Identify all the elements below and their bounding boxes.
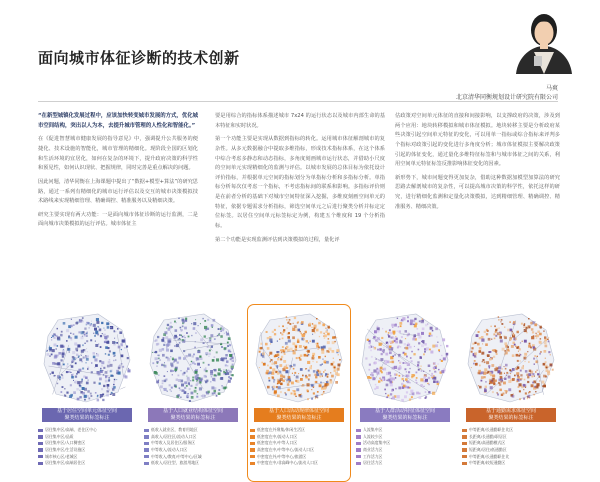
legend-item: 居住集中区/高端居住区 [38,460,136,467]
paragraph: 第二个功能是实现监测评估到决策模拟的过程，量化评 [215,236,340,243]
figure-caption [466,408,556,422]
legend-item: 低密度在中/中等人口区 [250,440,348,447]
legend-item: 中密度在外/中等中心/旅游区 [250,453,348,460]
caption-line: 基于居住空间单元体征空间 [56,408,117,414]
caption-line: 聚类结果的标签标注 [276,415,322,421]
legend-item: 人流较少区 [356,434,454,441]
legend-item: 中等距离/长通勤职住比区 [462,427,560,434]
legend-item: 低密度在中/流动人口区 [250,434,348,441]
caption-line: 聚类结果的标签标注 [170,415,216,421]
figure-map-4 [356,308,454,478]
caption-line: 聚类结果的标签标注 [488,415,534,421]
legend-item: 居住集中区/生活设施区 [38,447,136,454]
map-icon [38,308,136,406]
figure-legend [144,427,242,467]
legend-item: 短距离/高通勤模式区 [462,440,560,447]
caption-line: 聚类结果的标签标注 [64,415,110,421]
map-icon [144,308,242,406]
figure-legend [38,427,136,467]
legend-item: 中密度在中/非高峰中心/流动人口区 [250,460,348,467]
figure-legend [462,427,560,467]
caption-line: 基于人口就业结构体征空间 [162,408,223,414]
figure-map-2 [144,308,242,478]
lead-quote: “在新型城镇化发展过程中，应该加快转变城市发展的方式，优化城市空间结构，突出以人为本，去提升城市管理的人性化和智能化。” [38,113,198,129]
paragraph: 因此问题，清华同衡在上海课题中提出了“数据+模型+算法”的研究思路，通过一系列有精细化的城市运行评估以及交互的城市决策模拟技术路线来实现精细管理、精确调控、精准服务以及精细决策。 [38,178,198,205]
figure-map-5 [462,308,560,478]
author-name: 马爽 [545,85,558,92]
header-divider [38,101,558,102]
figure-caption [148,408,238,422]
legend-item: 活动高度集中区 [356,440,454,447]
legend-item: 低收入/居住型，旅游用地区 [144,460,242,467]
caption-line: 基于人口活动规律体征空间 [268,408,329,414]
text-column-2 [215,112,385,249]
legend-item: 居住集中区/高端、老住区中心 [38,427,136,434]
caption-line: 基于人群活动特征体征空间 [374,408,435,414]
legend-item: 居住活力区 [356,460,454,467]
author-portrait-icon [504,0,584,74]
paragraph: 估政策对空间单元体征的直接和间接影响，以支撑政府的决策，涉及到两个应用：地块转移模拟和城市体征模拟。地块转移主要是分析政府某些决策引起空间单元特征的变化，可以用单一指标或综合指标来评判多个指标对政策引起的变化进行多角度分析；城市体征模拟主要解决政策引起的体征变化，通过量化多维特征标签和与城市体征之间的关系，利用空间单元特征标签反推影响体征变化的因素。 [395,113,560,168]
legend-item: 高收入/居住区/流动人口区 [144,434,242,441]
figure-legend [356,427,454,467]
legend-item: 居住集中区/人口稠密区 [38,440,136,447]
legend-item: 人流集中区 [356,427,454,434]
figure-legend [250,427,348,467]
figure-map-3-highlighted [250,308,348,478]
legend-item: 中等距离/较短通勤区 [462,460,560,467]
legend-item: 中等收入/教育/中等中心/区域 [144,453,242,460]
legend-item: 中等收入/流动人口区 [144,447,242,454]
legend-item: 长距离/长通勤/职居区 [462,434,560,441]
figure-caption [360,408,450,422]
author-affiliation: 北京清华同衡规划设计研究院有限公司 [455,94,558,101]
figure-caption [254,408,344,422]
legend-item: 低密度在外聚集/休闲生活区 [250,427,348,434]
text-column-3 [395,112,560,216]
legend-item: 中等距离/长通勤职住比 [462,453,560,460]
paragraph: 研究主要实现有两大功能：一是面向城市体征诊断的运行监测，二是面向城市决策模拟的运行评估。城市体征主 [38,211,198,228]
paragraph: 新形势下，城市问题变得更加复杂，借助这种数据加模型加算法的研究思路去解剖城市的复杂性，可以提高城市决策的科学性，依托这样的研究，进行精细化监测和定量化决策模拟，达到精细管理、精确调控、精准服务、精细决策。 [395,174,560,210]
legend-item: 中等收入及居住区/服务区 [144,440,242,447]
legend-item: 工作活力区 [356,453,454,460]
legend-item: 高密度在中/中等中心/流动人口区 [250,447,348,454]
paragraph: 要是用综合的指标体系描述城市 7x24 的运行状态以及城市内部生命的基本特征和实时状况。 [215,113,385,129]
legend-item: 商业活力区 [356,447,454,454]
legend-item: 居住集中区/品质 [38,434,136,441]
page-title: 面向城市体征诊断的技术创新 [38,49,240,67]
paragraph: 第一个功能主要是实现从数据到指标的转化。运用城市体征解剖城市的复杂性。从多元数据融合中提取多维指标，形成技术指标体系，在这个体系中综合考虑多静态和动态指标，多角度刻画城市运行状态，并借助小尺度的空间单元实现精细化的监测与评估。以城市发展的总体目标为依托设计评价指标，并根据单元空间的指标划分为单指标分析和多指标分析。单指标分析每次仅考虑一个指标，不考虑指标间的联系和影响。多指标评价则是在前者分析的基础下对城市空间特征深入挖掘，多维度刻画空间单元的特征，依据专题需求分析指标，筛选空间单元之后进行聚类分析并标定定位标签。以居住空间单元标签标定为例，构建五个维度和 19 个分析指标。 [215,136,385,229]
figure-map-1 [38,308,136,478]
caption-line: 基于通勤需求体征空间 [485,408,536,414]
map-icon [356,308,454,406]
caption-line: 聚类结果的标签标注 [382,415,428,421]
author-photo [504,0,584,74]
legend-item: 城市核心区/老城区 [38,453,136,460]
figure-caption [42,408,132,422]
paragraph: 在《促进智慧城市健康发展的指导意见》中，强调提升公共服务的便捷化、技术设施的智能化，城市管理的精细化。现阶段全国的区划化和生活环境的宜居化，如何在复杂的环境下，提升政府决策的科学性和预见性，如何认识现状、把握规律，同时完善是重点解决的问题。 [38,136,198,172]
text-column-1 [38,112,198,234]
map-icon [462,308,560,406]
figure-strip [38,308,564,478]
legend-item: 低收入就业区，教育用地区 [144,427,242,434]
legend-item: 短距离/居住/低通勤区 [462,447,560,454]
